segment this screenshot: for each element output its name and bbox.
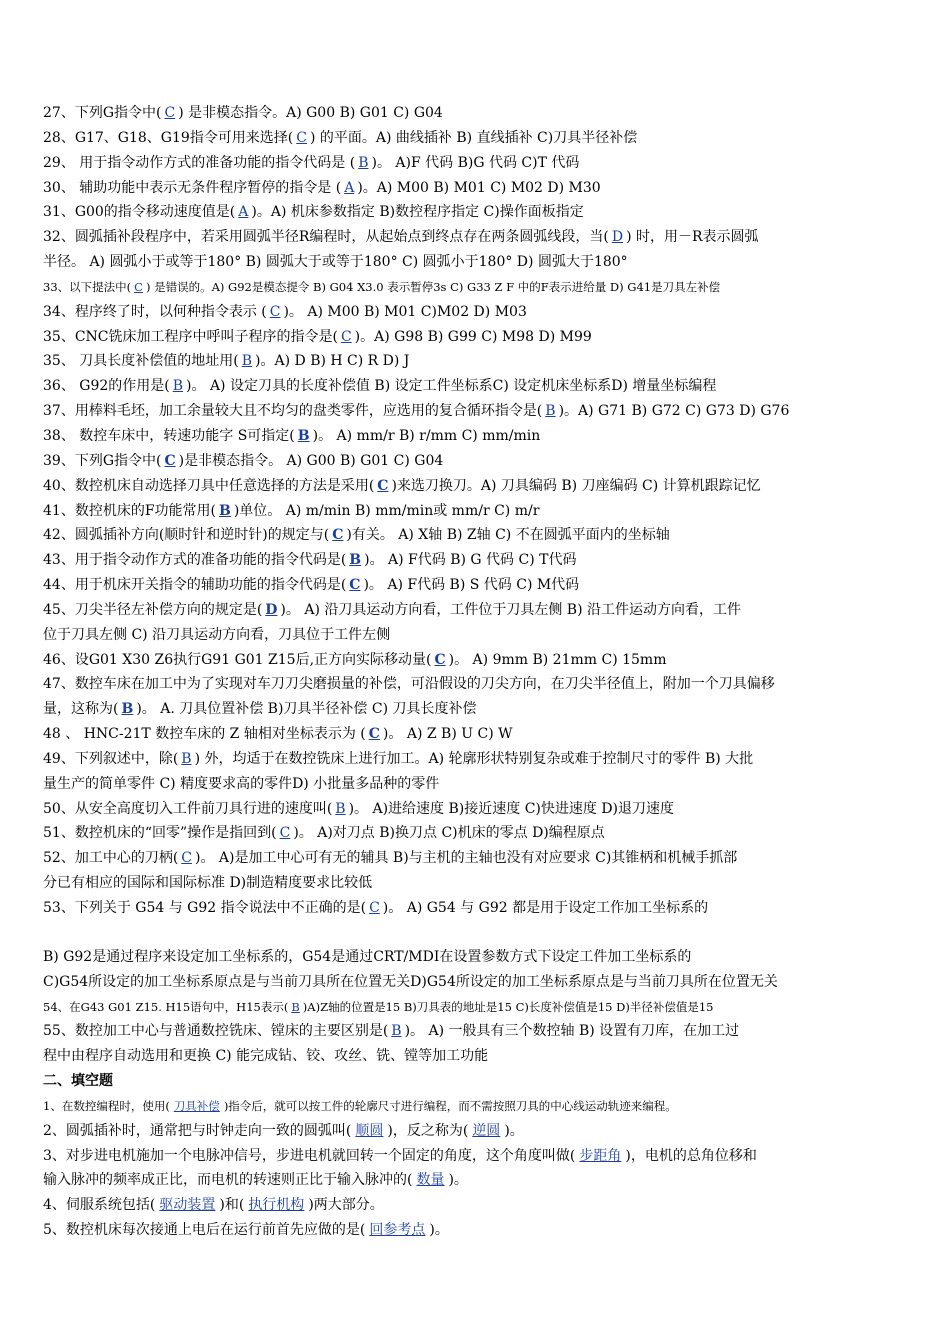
question-text: )。A) G98 B) G99 C) M98 D) M99 (354, 328, 592, 345)
question-line (43, 1168, 920, 1193)
answer-text: C (340, 328, 352, 345)
question-line (43, 797, 920, 822)
question-text: )A)Z轴的位置是15 B)刀具表的地址是15 C)长度补偿值是15 D)半径补偿值是15 (302, 999, 714, 1014)
question-text: )。 A) M00 B) M01 C)M02 D) M03 (283, 303, 527, 320)
question-text: )。 (448, 1172, 468, 1189)
question-line (43, 275, 920, 300)
question-text: )，电机的总角位移和 (625, 1147, 757, 1164)
question-text: )。 A)对刀点 B)换刀点 C)机床的零点 D)编程原点 (293, 825, 605, 842)
question-line (43, 250, 920, 275)
question-text: )指令后，就可以按工件的轮廓尺寸进行编程，而不需按照刀具的中心线运动轨迹来编程。 (223, 1098, 677, 1113)
question-text: )。 A) 设定刀具的长度补偿值 B) 设定工件坐标系C) 设定机床坐标系D) 增量坐标编程 (186, 378, 717, 395)
question-line (43, 598, 920, 623)
question-text: 53、下列关于 G54 与 G92 指令说法中不正确的是( (43, 900, 367, 916)
question-line (43, 151, 920, 176)
answer-text: B (349, 552, 362, 569)
question-line (43, 1218, 920, 1243)
answer-text: 驱动装置 (159, 1197, 216, 1214)
answer-text: 回参考点 (369, 1222, 426, 1239)
question-line (43, 871, 920, 896)
answer-text: C (349, 577, 361, 594)
question-text: 32、圆弧插补段程序中，若采用圆弧半径R编程时，从起始点到终点存在两条圆弧线段，当( (43, 229, 609, 246)
heading-text: 二、填空题 (43, 1073, 113, 1090)
answer-text: 步距角 (579, 1147, 622, 1164)
question-text: 51、数控机床的“回零”操作是指回到( (43, 825, 277, 842)
answer-text: 执行机构 (248, 1197, 305, 1214)
question-text: 55、数控加工中心与普通数控铣床、镗床的主要区别是( (43, 1023, 389, 1040)
question-text: 30、 辅助功能中表示无条件程序暂停的指令是 ( (43, 179, 342, 196)
answer-text: A (238, 204, 249, 221)
question-line (43, 126, 920, 151)
question-text: ) 是非模态指令。A) G00 B) G01 C) G04 (178, 105, 443, 121)
question-text: 48 、 HNC-21T 数控车床的 Z 轴相对坐标表示为 ( (43, 726, 366, 743)
answer-text: C (164, 105, 176, 121)
exam-document (43, 101, 920, 1243)
question-text: 52、加工中心的刀柄( (43, 850, 179, 867)
answer-text: C (377, 477, 389, 494)
question-line (43, 325, 920, 350)
question-text: )是非模态指令。 A) G00 B) G01 C) G04 (178, 452, 444, 469)
question-text: 29、 用于指令动作方式的准备功能的指令代码是 ( (43, 154, 356, 171)
question-line (43, 1044, 920, 1069)
question-text: 40、数控机床自动选择刀具中任意选择的方法是采用( (43, 477, 375, 494)
question-text: ) 是错误的。A) G92是模态提令 B) G04 X3.0 表示暂停3s C) G33 Z F 中的F表示进给量 D) G41是刀具左补偿 (145, 279, 721, 294)
question-text: )。 A) 9mm B) 21mm C) 15mm (448, 651, 667, 668)
answer-text: A (344, 179, 355, 196)
question-text: 28、G17、G18、G19指令可用来选择( (43, 129, 294, 146)
question-line (43, 623, 920, 648)
question-line (43, 1019, 920, 1044)
question-text: )。 A) F代码 B) S 代码 C) M代码 (363, 577, 580, 594)
question-text: 34、程序终了时，以何种指令表示 ( (43, 303, 267, 320)
question-text: 41、数控机床的F功能常用( (43, 502, 216, 519)
question-text: )。 (504, 1122, 524, 1139)
question-text: 44、用于机床开关指令的辅助功能的指令代码是( (43, 577, 347, 594)
answer-text: 顺圆 (355, 1122, 384, 1139)
question-text: ) 外，均适于在数控铣床上进行加工。A) 轮廓形状特别复杂或难于控制尺寸的零件 B) 大批 (194, 750, 754, 767)
question-line (43, 424, 920, 449)
question-line (43, 1094, 920, 1119)
answer-text: B (172, 378, 184, 395)
question-text: ) 的平面。A) 曲线插补 B) 直线插补 C)刀具半径补偿 (310, 129, 638, 146)
question-text: )。 A) F代码 B) G 代码 C) T代码 (364, 552, 577, 569)
question-text: )。A) D B) H C) R D) J (255, 353, 410, 370)
answer-text: B (358, 154, 369, 171)
question-text: 35、CNC铣床加工程序中呼叫子程序的指令是( (43, 328, 338, 345)
question-text: 47、数控车床在加工中为了实现对车刀刀尖磨损量的补偿，可沿假设的刀尖方向，在刀尖半径值上，附加一个刀具偏移 (43, 676, 775, 693)
question-text: 输入脉冲的频率成正比，而电机的转速则正比于输入脉冲的( (43, 1172, 413, 1189)
question-text: 49、下列叙述中，除( (43, 750, 179, 767)
answer-text: B (545, 403, 556, 420)
answer-text: C (296, 129, 307, 146)
question-text: 1、在数控编程时，使用( (43, 1098, 170, 1113)
question-line (43, 349, 920, 374)
question-text: 42、圆弧插补方向(顺时针和逆时针)的规定与( (43, 527, 330, 544)
question-text: 量生产的简单零件 C) 精度要求高的零件D) 小批量多品种的零件 (43, 775, 440, 792)
question-line (43, 300, 920, 325)
answer-text: 逆圆 (472, 1122, 501, 1139)
answer-text: B (219, 502, 231, 519)
question-text: 4、伺服系统包括( (43, 1197, 156, 1214)
question-text: )。 A)F 代码 B)G 代码 C)T 代码 (371, 154, 580, 171)
question-line (43, 449, 920, 474)
question-text: )。A) G71 B) G72 C) G73 D) G76 (558, 403, 790, 420)
question-text: )。 A) 沿刀具运动方向看，工件位于刀具左侧 B) 沿工件运动方向看，工件 (280, 601, 742, 618)
question-text: 5、数控机床每次接通上电后在运行前首先应做的是( (43, 1222, 366, 1239)
answer-text: C (134, 279, 143, 294)
question-text: 33、以下提法中( (43, 279, 132, 294)
answer-text: 数量 (416, 1172, 445, 1189)
question-text: 位于刀具左侧 C) 沿刀具运动方向看，刀具位于工件左侧 (43, 626, 391, 643)
question-text: )。A) M00 B) M01 C) M02 D) M30 (357, 179, 601, 196)
question-text: 分已有相应的国际和国际标准 D)制造精度要求比较低 (43, 875, 373, 892)
question-line (43, 648, 920, 673)
answer-text: 刀具补偿 (173, 1098, 220, 1113)
answer-text: B (121, 701, 134, 718)
answer-text: B (391, 1023, 402, 1040)
question-text: )和( (219, 1197, 245, 1214)
question-line (43, 821, 920, 846)
question-line (43, 697, 920, 722)
question-text: 46、设G01 X30 Z6执行G91 G01 Z15后,正方向实际移动量( (43, 651, 432, 668)
question-line (43, 995, 920, 1020)
question-line (43, 573, 920, 598)
answer-text: B (291, 999, 300, 1014)
question-line (43, 523, 920, 548)
question-text: )，反之称为( (387, 1122, 469, 1139)
question-line (43, 1144, 920, 1169)
question-text: 35、 刀具长度补偿值的地址用( (43, 353, 239, 370)
question-text: )。 A) mm/r B) r/mm C) mm/min (312, 427, 541, 444)
question-line (43, 722, 920, 747)
question-text: 50、从安全高度切入工件前刀具行进的速度叫( (43, 800, 333, 817)
answer-text: C (369, 900, 380, 916)
question-text: 38、 数控车床中，转速功能字 S可指定( (43, 427, 295, 444)
question-text: B) G92是通过程序来设定加工坐标系的，G54是通过CRT/MDI在设置参数方式下设定工件加工坐标系的 (43, 948, 692, 965)
answer-text: C (181, 850, 192, 867)
question-line (43, 101, 920, 126)
answer-text: C (434, 651, 446, 668)
answer-text: C (279, 825, 291, 842)
question-line (43, 399, 920, 424)
question-text: )。 A)进给速度 B)接近速度 C)快进速度 D)退刀速度 (348, 800, 675, 817)
question-text: 量，这称为( (43, 701, 119, 718)
question-text: 39、下列G指令中( (43, 452, 162, 469)
question-text: 37、用棒料毛坯，加工余量较大且不均匀的盘类零件，应选用的复合循环指令是( (43, 403, 543, 420)
question-line (43, 225, 920, 250)
question-text: 半径。 A) 圆弧小于或等于180° B) 圆弧大于或等于180° C) 圆弧小于180° D) 圆弧大于180° (43, 254, 628, 271)
question-text: )。 A)是加工中心可有无的辅具 B)与主机的主轴也没有对应要求 C)其锥柄和机械手抓部 (195, 850, 738, 867)
question-text: )。 A) G54 与 G92 都是用于设定工作加工坐标系的 (382, 900, 709, 916)
question-text: ) 时，用－R表示圆弧 (626, 229, 759, 246)
question-line (43, 896, 920, 921)
question-line (43, 672, 920, 697)
answer-text: C (368, 726, 380, 743)
question-line (43, 846, 920, 871)
question-text: )单位。 A) m/min B) mm/min或 mm/r C) m/r (233, 502, 540, 519)
question-line (43, 200, 920, 225)
question-text: 31、G00的指令移动速度值是( (43, 204, 236, 221)
question-text: 2、圆弧插补时，通常把与时钟走向一致的圆弧叫( (43, 1122, 352, 1139)
question-text: )两大部分。 (308, 1197, 384, 1214)
answer-text: B (335, 800, 346, 817)
question-line (43, 970, 920, 995)
answer-text: B (297, 427, 310, 444)
question-text: C)G54所设定的加工坐标系原点是与当前刀具所在位置无关D)G54所设定的加工坐标系原点是与当前刀具所在位置无关 (43, 973, 778, 990)
question-line (43, 499, 920, 524)
blank-line (43, 921, 920, 945)
question-text: 43、用于指令动作方式的准备功能的指令代码是( (43, 552, 347, 569)
answer-text: D (265, 601, 278, 618)
question-line (43, 1119, 920, 1144)
question-line (43, 772, 920, 797)
question-line (43, 1193, 920, 1218)
question-line (43, 548, 920, 573)
answer-text: D (611, 229, 624, 246)
question-line (43, 374, 920, 399)
question-text: )。 A) Z B) U C) W (382, 726, 513, 743)
question-line (43, 474, 920, 499)
question-line (43, 176, 920, 201)
answer-text: C (164, 452, 176, 469)
answer-text: B (241, 353, 253, 370)
question-text: )。 A. 刀具位置补偿 B)刀具半径补偿 C) 刀具长度补偿 (136, 701, 477, 718)
question-line (43, 945, 920, 970)
question-text: )来选刀换刀。A) 刀具编码 B) 刀座编码 C) 计算机跟踪记忆 (391, 477, 761, 494)
question-text: )。 (429, 1222, 449, 1239)
section-heading (43, 1069, 920, 1094)
answer-text: B (181, 750, 192, 767)
question-line (43, 747, 920, 772)
question-text: )。 A) 一般具有三个数控轴 B) 设置有刀库，在加工过 (404, 1023, 740, 1040)
question-text: 27、下列G指令中( (43, 105, 162, 121)
question-text: 54、在G43 G01 Z15. H15语句中，H15表示( (43, 999, 289, 1014)
question-text: 程中由程序自动选用和更换 C) 能完成钻、铰、攻丝、铣、镗等加工功能 (43, 1048, 489, 1065)
question-text: 3、对步进电机施加一个电脉冲信号，步进电机就回转一个固定的角度，这个角度叫做( (43, 1147, 576, 1164)
answer-text: C (332, 527, 344, 544)
answer-text: C (269, 303, 281, 320)
question-text: 36、 G92的作用是( (43, 378, 170, 395)
question-text: 45、刀尖半径左补偿方向的规定是( (43, 601, 263, 618)
question-text: )有关。 A) X轴 B) Z轴 C) 不在圆弧平面内的坐标轴 (346, 527, 670, 544)
question-text: )。A) 机床参数指定 B)数控程序指定 C)操作面板指定 (251, 204, 584, 221)
